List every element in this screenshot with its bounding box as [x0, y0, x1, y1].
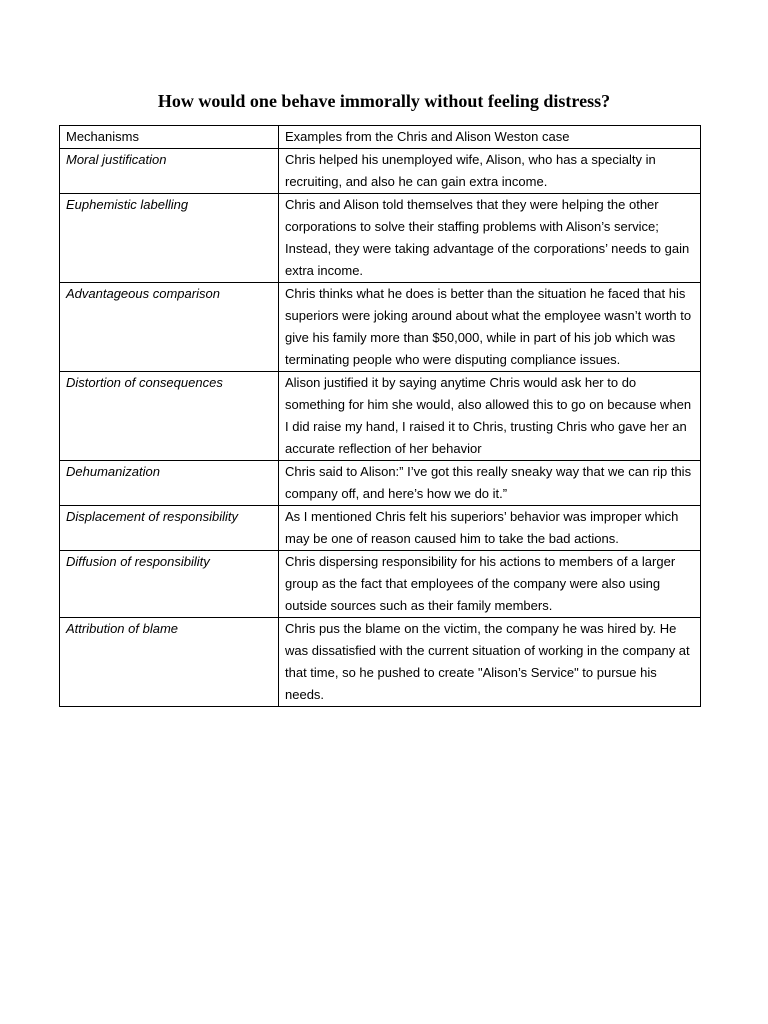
table-row: [60, 506, 701, 551]
example-cell: Chris helped his unemployed wife, Alison, who has a specialty in recruiting, and also he can gain extra income.: [279, 149, 701, 194]
example-cell: Chris pus the blame on the victim, the company he was hired by. He was dissatisfied with the current situation of working in the company at that time, so he pushed to create "Alison’s Service" to pursue his needs.: [279, 618, 701, 707]
header-mechanisms: Mechanisms: [60, 126, 279, 149]
example-cell: Chris dispersing responsibility for his actions to members of a larger group as the fact that employees of the company were also using outside sources such as their family members.: [279, 551, 701, 618]
example-cell: As I mentioned Chris felt his superiors’ behavior was improper which may be one of reason caused him to take the bad actions.: [279, 506, 701, 551]
table-row: [60, 461, 701, 506]
mechanism-cell: Distortion of consequences: [60, 372, 279, 461]
mechanism-cell: Moral justification: [60, 149, 279, 194]
table-row: [60, 194, 701, 283]
mechanism-cell: Diffusion of responsibility: [60, 551, 279, 618]
mechanisms-table: [59, 125, 701, 707]
example-cell: Chris thinks what he does is better than the situation he faced that his superiors were joking around about what the employee wasn’t worth to give his family more than $50,000, while in part of his job which was terminating people who were disputing compliance issues.: [279, 283, 701, 372]
header-examples: Examples from the Chris and Alison Weston case: [279, 126, 701, 149]
table-row: [60, 551, 701, 618]
table-row: [60, 283, 701, 372]
table-row: [60, 618, 701, 707]
mechanism-cell: Attribution of blame: [60, 618, 279, 707]
page-title: How would one behave immorally without feeling distress?: [157, 91, 611, 111]
mechanism-cell: Advantageous comparison: [60, 283, 279, 372]
table-row: [60, 149, 701, 194]
table-row: [60, 372, 701, 461]
mechanism-cell: Dehumanization: [60, 461, 279, 506]
mechanism-cell: Displacement of responsibility: [60, 506, 279, 551]
example-cell: Chris and Alison told themselves that they were helping the other corporations to solve their staffing problems with Alison’s service; Instead, they were taking advantage of the corporations’ needs to gain extra income.: [279, 194, 701, 283]
example-cell: Alison justified it by saying anytime Chris would ask her to do something for him she would, also allowed this to go on because when I did raise my hand, I raised it to Chris, trusting Chris who gave her an accurate reflection of her behavior: [279, 372, 701, 461]
mechanism-cell: Euphemistic labelling: [60, 194, 279, 283]
table-header-row: [60, 126, 701, 149]
example-cell: Chris said to Alison:” I’ve got this really sneaky way that we can rip this company off, and here’s how we do it.”: [279, 461, 701, 506]
